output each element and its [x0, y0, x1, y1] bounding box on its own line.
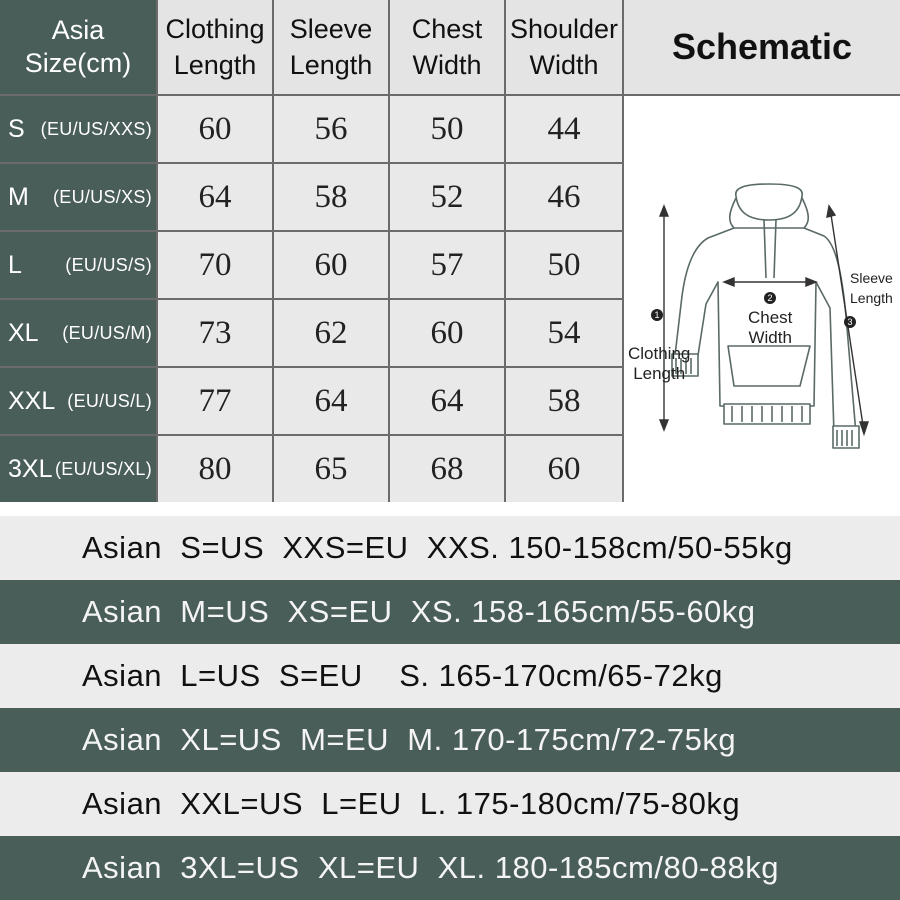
size-row-label [0, 232, 156, 298]
chest-width-label: Chest Width [748, 308, 793, 347]
size-equivalent: (EU/US/XS) [52, 186, 152, 207]
conversion-row [0, 580, 900, 644]
size-equivalent: (EU/US/L) [67, 390, 152, 411]
table-cell: 68 [390, 436, 504, 502]
size-row-label [0, 368, 156, 434]
conversion-row [0, 772, 900, 836]
table-cell: 56 [274, 96, 388, 162]
conversion-text: Asian 3XL=US XL=EU XL. 180-185cm/80-88kg [82, 850, 780, 885]
conversion-row [0, 644, 900, 708]
conversion-text: Asian L=US S=EU S. 165-170cm/65-72kg [82, 658, 723, 693]
size-equivalent: (EU/US/XL) [54, 458, 152, 479]
table-cell: 60 [274, 232, 388, 298]
header-chest-width: Chest Width [390, 0, 504, 94]
conversion-row [0, 516, 900, 580]
size-code: M [8, 182, 29, 211]
size-row-label [0, 164, 156, 230]
size-code: XXL [8, 386, 56, 415]
table-cell: 64 [158, 164, 272, 230]
conversion-row [0, 708, 900, 772]
table-cell: 64 [274, 368, 388, 434]
table-cell: 46 [506, 164, 622, 230]
header-clothing-length: Clothing Length [158, 0, 272, 94]
size-code: XL [8, 318, 39, 347]
table-cell: 70 [158, 232, 272, 298]
table-cell: 77 [158, 368, 272, 434]
header-sleeve-length: Sleeve Length [274, 0, 388, 94]
clothing-length-label: Clothing Length [628, 344, 691, 383]
table-cell: 60 [390, 300, 504, 366]
table-cell: 65 [274, 436, 388, 502]
table-cell: 58 [506, 368, 622, 434]
header-shoulder-width: Shoulder Width [506, 0, 622, 94]
conversion-row [0, 836, 900, 900]
table-cell: 44 [506, 96, 622, 162]
marker-2: 2 [767, 293, 773, 303]
table-cell: 60 [158, 96, 272, 162]
marker-1: 1 [654, 310, 660, 320]
table-cell: 52 [390, 164, 504, 230]
sleeve-length-label: Sleeve Length [850, 270, 893, 306]
table-cell: 64 [390, 368, 504, 434]
table-cell: 73 [158, 300, 272, 366]
size-row-label [0, 300, 156, 366]
conversion-text: Asian XXL=US L=EU L. 175-180cm/75-80kg [82, 786, 741, 821]
hoodie-schematic [624, 96, 900, 502]
size-row-label [0, 436, 156, 502]
table-cell: 80 [158, 436, 272, 502]
header-schematic: Schematic [624, 0, 900, 94]
conversion-text: Asian M=US XS=EU XS. 158-165cm/55-60kg [82, 594, 756, 629]
marker-3: 3 [847, 317, 853, 327]
size-code: 3XL [8, 454, 53, 483]
size-code: S [8, 114, 25, 143]
table-cell: 57 [390, 232, 504, 298]
size-equivalent: (EU/US/M) [62, 322, 152, 343]
table-cell: 60 [506, 436, 622, 502]
conversion-text: Asian S=US XXS=EU XXS. 150-158cm/50-55kg [82, 530, 793, 565]
table-cell: 58 [274, 164, 388, 230]
table-cell: 62 [274, 300, 388, 366]
conversion-text: Asian XL=US M=EU M. 170-175cm/72-75kg [82, 722, 737, 757]
table-cell: 50 [506, 232, 622, 298]
table-cell: 50 [390, 96, 504, 162]
table-cell: 54 [506, 300, 622, 366]
size-row-label [0, 96, 156, 162]
table-corner-label: Asia Size(cm) [0, 0, 156, 94]
size-equivalent: (EU/US/XXS) [40, 118, 152, 139]
size-equivalent: (EU/US/S) [65, 254, 152, 275]
size-code: L [8, 250, 22, 279]
